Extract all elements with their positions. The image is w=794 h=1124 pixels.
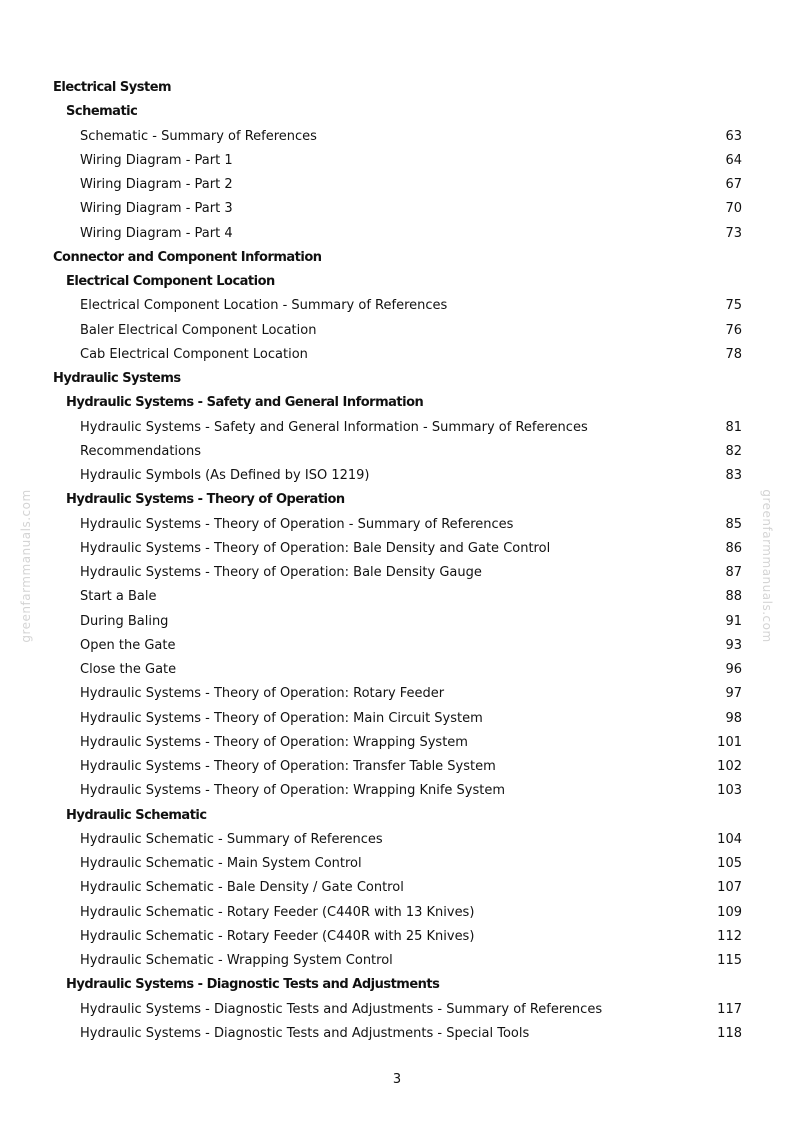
toc-entry-title: Hydraulic Systems - Theory of Operation: Transfer Table System <box>80 759 496 774</box>
toc-entry[interactable] <box>0 949 794 973</box>
toc-entry[interactable] <box>0 561 794 585</box>
watermark-left: greenfarmmanuals.com <box>19 489 33 643</box>
toc-subsection-heading <box>0 973 794 997</box>
toc-entry[interactable] <box>0 731 794 755</box>
toc-section-heading <box>0 76 794 100</box>
toc-entry-page: 85 <box>725 516 742 532</box>
toc-entry-page: 75 <box>725 298 742 314</box>
toc-subsection-heading <box>0 391 794 415</box>
toc-subsection-heading <box>0 100 794 124</box>
toc-entry-title: Electrical System <box>53 80 172 95</box>
toc-entry-page: 64 <box>725 152 742 168</box>
toc-entry-page: 81 <box>725 419 742 435</box>
toc-entry[interactable] <box>0 658 794 682</box>
toc-entry-page: 67 <box>725 177 742 192</box>
toc-entry[interactable] <box>0 779 794 803</box>
toc-entry-title: Connector and Component Information <box>53 249 322 265</box>
toc-entry-title: During Baling <box>80 613 169 629</box>
toc-entry-title: Hydraulic Systems - Safety and General Information - Summary of References <box>80 419 588 435</box>
table-of-contents <box>0 76 794 1046</box>
toc-entry-page: 104 <box>717 831 742 847</box>
toc-entry[interactable] <box>0 125 794 149</box>
toc-entry[interactable] <box>0 416 794 440</box>
toc-entry-title: Cab Electrical Component Location <box>80 346 308 362</box>
toc-entry-page: 98 <box>725 710 742 726</box>
toc-entry-title: Hydraulic Schematic - Main System Control <box>80 856 362 871</box>
toc-entry-title: Hydraulic Systems - Safety and General Information <box>66 395 424 411</box>
toc-entry-page: 91 <box>725 613 742 629</box>
toc-entry-title: Hydraulic Schematic - Bale Density / Gate Control <box>80 880 404 896</box>
toc-entry-page: 86 <box>725 540 742 556</box>
toc-entry-page: 102 <box>717 759 742 774</box>
toc-entry-page: 107 <box>717 880 742 896</box>
toc-entry-page: 115 <box>717 953 742 968</box>
toc-subsection-heading <box>0 270 794 294</box>
toc-entry-title: Recommendations <box>80 443 202 459</box>
toc-entry[interactable] <box>0 610 794 634</box>
toc-entry[interactable] <box>0 222 794 246</box>
toc-entry-title: Hydraulic Systems - Theory of Operation: Wrapping Knife System <box>80 783 506 799</box>
toc-entry-title: Wiring Diagram - Part 3 <box>80 201 233 217</box>
toc-entry-page: 103 <box>717 783 742 799</box>
toc-subsection-heading <box>0 488 794 512</box>
toc-entry-page: 82 <box>725 443 742 459</box>
toc-entry-title: Hydraulic Systems - Theory of Operation: Rotary Feeder <box>80 686 445 702</box>
toc-entry-title: Wiring Diagram - Part 4 <box>80 225 233 241</box>
toc-section-heading <box>0 246 794 270</box>
toc-entry[interactable] <box>0 925 794 949</box>
toc-entry-title: Hydraulic Systems - Diagnostic Tests and Adjustments - Special Tools <box>80 1025 530 1041</box>
toc-entry-title: Electrical Component Location <box>66 274 275 289</box>
watermark-right: greenfarmmanuals.com <box>760 489 774 643</box>
toc-entry-title: Hydraulic Systems - Theory of Operation: Bale Density and Gate Control <box>80 540 551 556</box>
toc-entry-title: Hydraulic Schematic - Wrapping System Control <box>80 953 393 968</box>
toc-entry[interactable] <box>0 537 794 561</box>
toc-entry-page: 87 <box>725 565 742 580</box>
toc-entry[interactable] <box>0 197 794 221</box>
toc-entry-title: Hydraulic Systems - Diagnostic Tests and Adjustments <box>66 977 440 993</box>
toc-entry-page: 96 <box>725 662 742 677</box>
toc-entry[interactable] <box>0 464 794 488</box>
toc-entry[interactable] <box>0 634 794 658</box>
toc-entry-page: 78 <box>725 346 742 362</box>
toc-entry-title: Hydraulic Systems - Theory of Operation - Summary of References <box>80 516 514 532</box>
toc-section-heading <box>0 367 794 391</box>
toc-entry-page: 76 <box>725 322 742 338</box>
toc-entry-title: Hydraulic Systems - Theory of Operation: Main Circuit System <box>80 710 483 726</box>
toc-entry-title: Baler Electrical Component Location <box>80 322 317 338</box>
toc-entry[interactable] <box>0 319 794 343</box>
toc-entry-title: Hydraulic Systems - Diagnostic Tests and Adjustments - Summary of References <box>80 1001 603 1017</box>
toc-entry-page: 101 <box>717 734 742 750</box>
toc-entry[interactable] <box>0 901 794 925</box>
toc-entry-title: Hydraulic Symbols (As Defined by ISO 1219) <box>80 468 370 483</box>
toc-entry-page: 117 <box>717 1001 742 1017</box>
toc-entry-page: 112 <box>717 928 742 944</box>
toc-entry-page: 70 <box>725 201 742 217</box>
toc-entry-title: Hydraulic Systems - Theory of Operation: Bale Density Gauge <box>80 565 482 580</box>
toc-entry-title: Close the Gate <box>80 662 177 677</box>
toc-entry-page: 83 <box>725 468 742 483</box>
toc-entry-title: Hydraulic Schematic - Summary of References <box>80 831 383 847</box>
toc-entry-page: 73 <box>725 225 742 241</box>
toc-entry-page: 118 <box>717 1025 742 1041</box>
toc-entry-title: Wiring Diagram - Part 1 <box>80 152 233 168</box>
toc-entry[interactable] <box>0 998 794 1022</box>
toc-entry[interactable] <box>0 440 794 464</box>
toc-entry[interactable] <box>0 173 794 197</box>
toc-entry-title: Hydraulic Systems <box>53 371 181 386</box>
toc-entry[interactable] <box>0 682 794 706</box>
toc-entry[interactable] <box>0 876 794 900</box>
toc-entry[interactable] <box>0 1022 794 1046</box>
toc-entry-title: Wiring Diagram - Part 2 <box>80 177 233 192</box>
toc-entry-page: 97 <box>725 686 742 702</box>
toc-entry-title: Electrical Component Location - Summary of References <box>80 298 448 314</box>
toc-entry[interactable] <box>0 755 794 779</box>
toc-entry-title: Hydraulic Systems - Theory of Operation <box>66 492 345 508</box>
toc-entry[interactable] <box>0 828 794 852</box>
toc-entry[interactable] <box>0 149 794 173</box>
toc-entry-title: Hydraulic Systems - Theory of Operation: Wrapping System <box>80 734 468 750</box>
toc-entry[interactable] <box>0 343 794 367</box>
toc-entry[interactable] <box>0 707 794 731</box>
page-number: 3 <box>392 1072 402 1087</box>
toc-entry-page: 93 <box>725 637 742 653</box>
toc-entry-title: Open the Gate <box>80 637 176 653</box>
toc-entry-title: Schematic - Summary of References <box>80 128 317 144</box>
toc-entry-page: 63 <box>725 128 742 144</box>
toc-entry[interactable] <box>0 513 794 537</box>
toc-entry-page: 88 <box>725 589 742 605</box>
toc-entry-page: 105 <box>717 856 742 871</box>
toc-entry[interactable] <box>0 294 794 318</box>
toc-subsection-heading <box>0 804 794 828</box>
toc-entry-title: Schematic <box>66 104 138 120</box>
toc-entry[interactable] <box>0 852 794 876</box>
toc-entry-page: 109 <box>717 904 742 920</box>
toc-entry-title: Hydraulic Schematic - Rotary Feeder (C440R with 13 Knives) <box>80 904 475 920</box>
toc-entry-title: Start a Bale <box>80 589 157 605</box>
toc-entry-title: Hydraulic Schematic - Rotary Feeder (C440R with 25 Knives) <box>80 928 475 944</box>
toc-entry-title: Hydraulic Schematic <box>66 807 207 823</box>
toc-entry[interactable] <box>0 585 794 609</box>
